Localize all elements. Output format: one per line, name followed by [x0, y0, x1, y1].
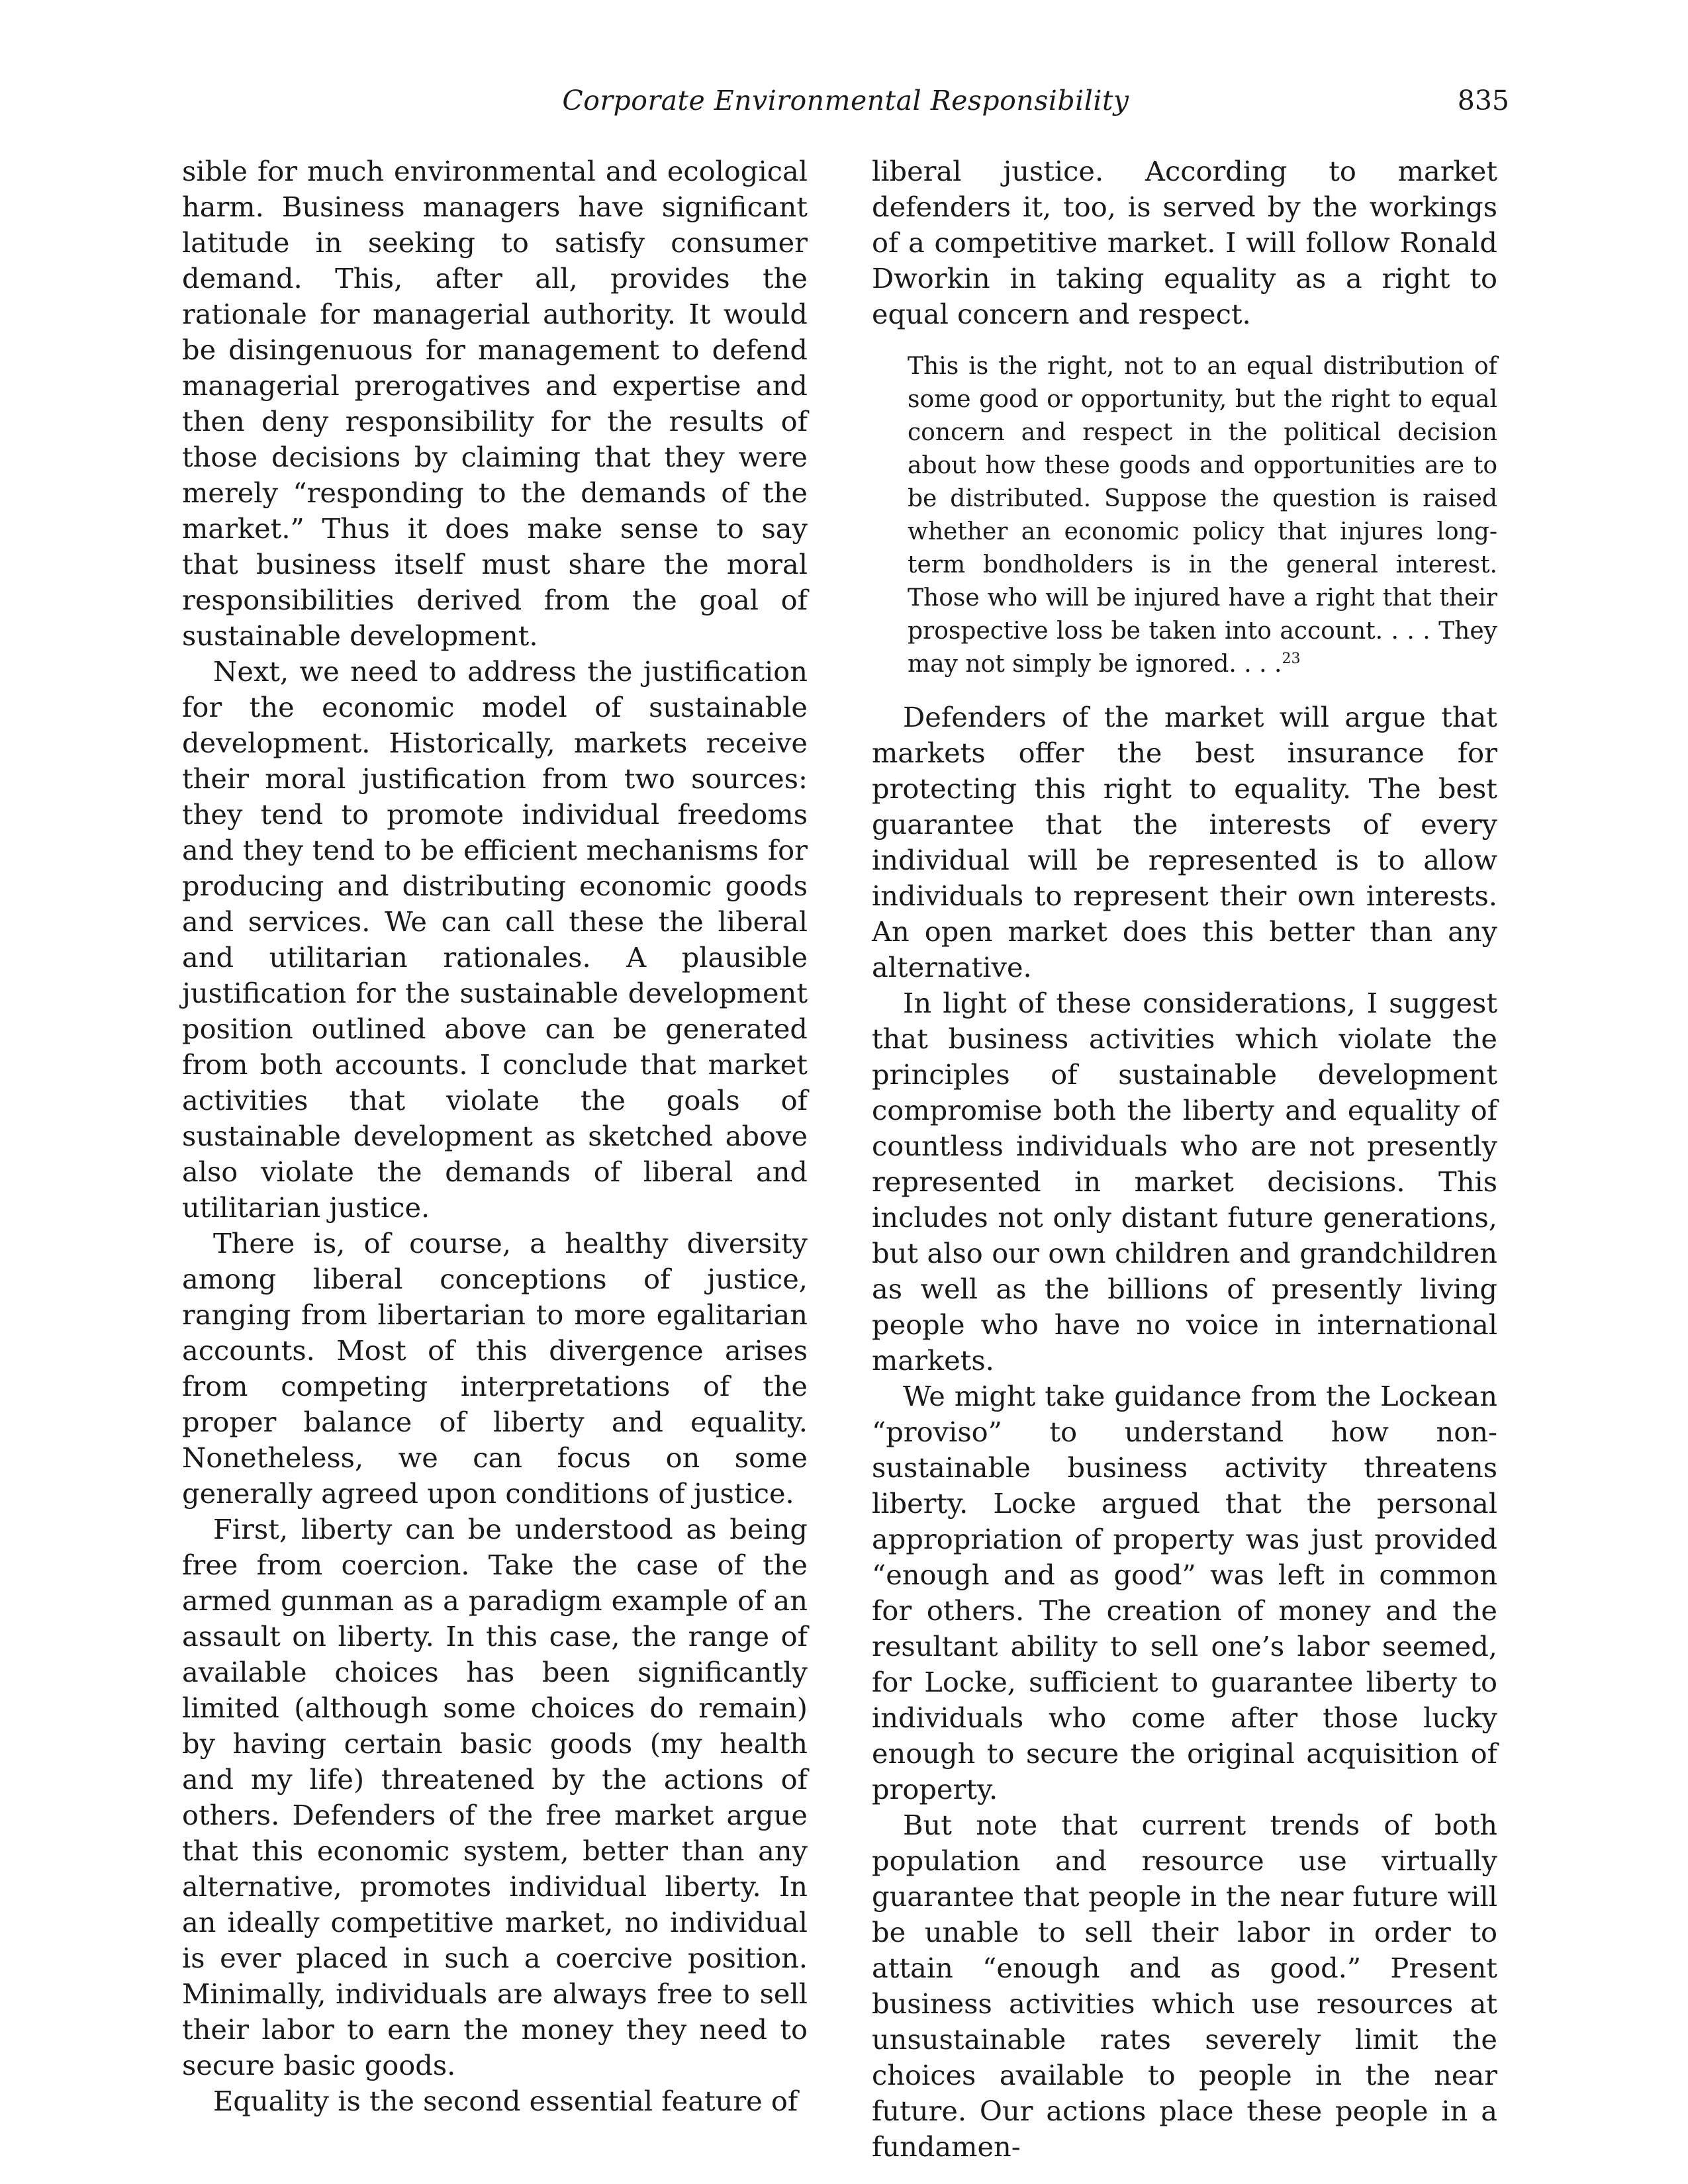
- page-header: [182, 81, 1509, 120]
- running-head: Corporate Environmental Responsibility: [562, 85, 1129, 116]
- block-quote-text: This is the right, not to an equal distribution of some good or opportunity, but the right to equal concern and respect in the political decision about how these goods and opportunities are to be distributed. Suppose the question is raised whether an economic policy that injures long-term bondholders is in the general interest. Those who will be injured have a right that their prospective loss be taken into account. . . . They may not simply be ignored. . . .: [908, 353, 1497, 678]
- left-column: [182, 154, 808, 2119]
- page-number: 835: [1457, 85, 1509, 116]
- paragraph: Defenders of the market will argue that markets offer the best insurance for protecting this right to equality. The best guarantee that the interests of every individual will be represented is to allow individuals to represent their own interests. An open market does this better than any alternative.: [872, 701, 1497, 983]
- paragraph: There is, of course, a healthy diversity among liberal conceptions of justice, ranging from libertarian to more egalitarian accounts. Most of this divergence arises from competing interpretations of the proper balance of liberty and equality. Nonetheless, we can focus on some generally agreed upon conditions of justice.: [182, 1227, 808, 1510]
- right-column: [872, 154, 1497, 2165]
- paragraph: In light of these considerations, I suggest that business activities which violate the principles of sustainable development compromise both the liberty and equality of countless individuals who are not presently represented in market decisions. This includes not only distant future generations, but also our own children and grandchildren as well as the billions of presently living people who have no voice in international markets.: [872, 987, 1497, 1377]
- paragraph: Next, we need to address the justification for the economic model of sustainable development. Historically, markets receive their moral justification from two sources: they tend to promote individual freedoms and they tend to be efficient mechanisms for producing and distributing economic goods and services. We can call these the liberal and utilitarian rationales. A plausible justification for the sustainable development position outlined above can be generated from both accounts. I conclude that market activities that violate the goals of sustainable development as sketched above also violate the demands of liberal and utilitarian justice.: [182, 655, 808, 1224]
- footnote-reference[interactable]: 23: [1282, 651, 1301, 667]
- paragraph: sible for much environmental and ecological harm. Business managers have significant latitude in seeking to satisfy consumer demand. This, after all, provides the rationale for managerial authority. It would be disingenuous for management to defend managerial prerogatives and expertise and then deny responsibility for the results of those decisions by claiming that they were merely “responding to the demands of the market.” Thus it does make sense to say that business itself must share the moral responsibilities derived from the goal of sustainable development.: [182, 155, 808, 652]
- paragraph: liberal justice. According to market defenders it, too, is served by the workings of a competitive market. I will follow Ronald Dworkin in taking equality as a right to equal concern and respect.: [872, 155, 1497, 330]
- block-quote: [908, 350, 1497, 681]
- paragraph: First, liberty can be understood as being free from coercion. Take the case of the armed gunman as a paradigm example of an assault on liberty. In this case, the range of available choices has been significantly limited (although some choices do remain) by having certain basic goods (my health and my life) threatened by the actions of others. Defenders of the free market argue that this economic system, better than any alternative, promotes individual liberty. In an ideally competitive market, no individual is ever placed in such a coercive position. Minimally, individuals are always free to sell their labor to earn the money they need to secure basic goods.: [182, 1513, 808, 2081]
- paragraph: We might take guidance from the Lockean “proviso” to understand how non-sustainable business activity threatens liberty. Locke argued that the personal appropriation of property was just provided “enough and as good” was left in common for others. The creation of money and the resultant ability to sell one’s labor seemed, for Locke, sufficient to guarantee liberty to individuals who come after those lucky enough to secure the original acquisition of property.: [872, 1380, 1497, 1805]
- paragraph: But note that current trends of both population and resource use virtually guarantee that people in the near future will be unable to sell their labor in order to attain “enough and as good.” Present business activities which use resources at unsustainable rates severely limit the choices available to people in the near future. Our actions place these people in a fundamen-: [872, 1809, 1497, 2163]
- paragraph: Equality is the second essential feature of: [213, 2085, 798, 2117]
